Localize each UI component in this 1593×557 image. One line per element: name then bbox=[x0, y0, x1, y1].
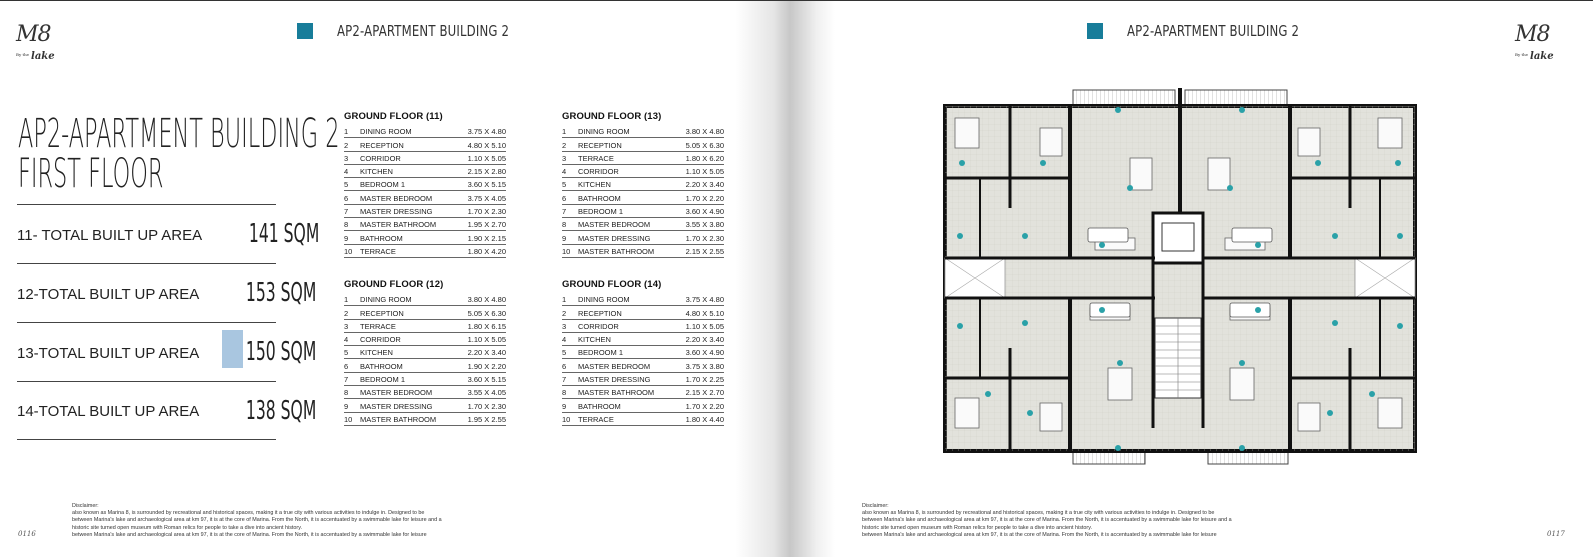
area-row bbox=[17, 263, 317, 322]
m8-logo: M8 By the lake bbox=[1515, 22, 1554, 62]
table-row bbox=[562, 231, 724, 244]
area-list bbox=[17, 204, 320, 440]
room-name: CORRIDOR bbox=[360, 335, 401, 345]
room-name: TERRACE bbox=[360, 321, 396, 331]
table-row bbox=[562, 399, 724, 412]
table-row bbox=[562, 245, 724, 258]
room-number: 7 bbox=[562, 375, 567, 385]
disclaimer-line: between Marina's lake and archaeological area at km 97, it is at the core of Marina. From the North, it is accentuated by a swimmable lake for leisure bbox=[862, 531, 1217, 538]
room-dimensions: 1.10 X 5.05 bbox=[467, 153, 506, 163]
room-dimensions: 3.75 X 4.80 bbox=[467, 127, 506, 137]
room-number: 6 bbox=[562, 361, 567, 371]
area-label: 13-TOTAL BUILT UP AREA bbox=[17, 344, 200, 362]
table-row bbox=[344, 399, 506, 412]
room-name: RECEPTION bbox=[578, 140, 622, 150]
room-dimensions: 3.75 X 4.80 bbox=[685, 295, 724, 305]
table-row bbox=[562, 191, 724, 204]
table-row bbox=[344, 245, 506, 258]
room-name: DINING ROOM bbox=[578, 295, 630, 305]
page-gutter-shadow bbox=[735, 0, 790, 557]
room-number: 8 bbox=[562, 388, 567, 398]
room-dimensions: 1.70 X 2.30 bbox=[467, 207, 506, 217]
room-name: KITCHEN bbox=[578, 180, 611, 190]
room-name: DINING ROOM bbox=[360, 295, 412, 305]
table-row bbox=[562, 165, 724, 178]
table-row bbox=[562, 373, 724, 386]
room-name: BEDROOM 1 bbox=[360, 180, 406, 190]
disclaimer-heading: Disclaimer: bbox=[862, 503, 889, 509]
room-table-12 bbox=[344, 279, 506, 426]
room-number: 2 bbox=[344, 140, 349, 150]
room-dimensions: 1.10 X 5.05 bbox=[467, 335, 506, 345]
table-row bbox=[562, 386, 724, 399]
table-row bbox=[344, 231, 506, 244]
room-dimensions: 1.80 X 6.15 bbox=[467, 321, 506, 331]
room-name: RECEPTION bbox=[578, 308, 622, 318]
room-number: 1 bbox=[562, 295, 567, 305]
area-row bbox=[17, 381, 317, 440]
room-dimensions: 1.70 X 2.20 bbox=[685, 401, 724, 411]
room-dimensions: 4.80 X 5.10 bbox=[467, 140, 506, 150]
room-dimensions: 3.60 X 5.15 bbox=[467, 375, 506, 385]
room-dimensions: 3.80 X 4.80 bbox=[467, 295, 506, 305]
room-table-title: GROUND FLOOR (12) bbox=[344, 279, 444, 290]
table-row bbox=[344, 125, 506, 138]
table-row bbox=[344, 138, 506, 151]
room-name: MASTER DRESSING bbox=[360, 207, 433, 217]
room-table-rows bbox=[344, 125, 506, 258]
area-row bbox=[17, 322, 317, 381]
room-name: MASTER BATHROOM bbox=[360, 220, 437, 230]
room-name: TERRACE bbox=[360, 246, 396, 256]
room-name: TERRACE bbox=[578, 414, 614, 424]
room-dimensions: 4.80 X 5.10 bbox=[685, 308, 724, 318]
disclaimer-line: historic site turned open museum with Roman relics for people to take a dive into ancient history. bbox=[862, 524, 1093, 531]
room-number: 2 bbox=[344, 308, 349, 318]
room-dimensions: 3.60 X 5.15 bbox=[467, 180, 506, 190]
room-number: 2 bbox=[562, 308, 567, 318]
area-value: 153 SQM bbox=[246, 278, 317, 308]
room-number: 5 bbox=[562, 348, 567, 358]
room-number: 7 bbox=[344, 375, 349, 385]
room-number: 3 bbox=[562, 153, 567, 163]
room-dimensions: 3.55 X 3.80 bbox=[685, 220, 724, 230]
room-name: MASTER BEDROOM bbox=[360, 193, 433, 203]
room-table-title: GROUND FLOOR (14) bbox=[562, 279, 662, 290]
room-name: DINING ROOM bbox=[578, 127, 630, 137]
room-number: 1 bbox=[562, 127, 567, 137]
table-row bbox=[562, 320, 724, 333]
room-number: 8 bbox=[344, 388, 349, 398]
room-name: MASTER BATHROOM bbox=[578, 388, 655, 398]
room-number: 9 bbox=[344, 401, 349, 411]
room-number: 9 bbox=[562, 233, 567, 243]
disclaimer-heading: Disclaimer: bbox=[72, 503, 99, 509]
room-number: 3 bbox=[344, 321, 349, 331]
room-dimensions: 1.95 X 2.55 bbox=[467, 414, 506, 424]
room-table-title: GROUND FLOOR (11) bbox=[344, 111, 443, 122]
m8-logo: M8 By the lake bbox=[16, 22, 55, 62]
room-dimensions: 3.75 X 4.05 bbox=[467, 193, 506, 203]
room-number: 9 bbox=[344, 233, 349, 243]
room-number: 10 bbox=[562, 414, 571, 424]
table-row bbox=[344, 413, 506, 426]
table-row bbox=[344, 178, 506, 191]
room-name: KITCHEN bbox=[360, 167, 393, 177]
table-row bbox=[562, 138, 724, 151]
room-number: 4 bbox=[562, 167, 567, 177]
table-row bbox=[562, 152, 724, 165]
room-name: RECEPTION bbox=[360, 140, 404, 150]
room-dimensions: 2.20 X 3.40 bbox=[467, 348, 506, 358]
table-row bbox=[562, 306, 724, 319]
accent-square-icon bbox=[297, 23, 313, 39]
room-number: 5 bbox=[344, 348, 349, 358]
table-row bbox=[344, 205, 506, 218]
room-name: MASTER BEDROOM bbox=[360, 388, 433, 398]
section-header bbox=[297, 22, 558, 40]
room-table-rows bbox=[562, 125, 724, 258]
area-value: 138 SQM bbox=[246, 395, 317, 426]
table-row bbox=[344, 386, 506, 399]
room-name: BATHROOM bbox=[360, 361, 403, 371]
room-dimensions: 1.90 X 2.20 bbox=[467, 361, 506, 371]
room-table-13 bbox=[562, 111, 724, 258]
room-number: 5 bbox=[344, 180, 349, 190]
room-number: 4 bbox=[344, 167, 349, 177]
table-row bbox=[344, 152, 506, 165]
room-name: BATHROOM bbox=[578, 193, 621, 203]
room-dimensions: 1.90 X 2.15 bbox=[467, 233, 506, 243]
page-number: 0117 bbox=[1547, 530, 1565, 538]
table-row bbox=[562, 205, 724, 218]
table-row bbox=[344, 191, 506, 204]
page-title bbox=[18, 111, 340, 197]
room-number: 7 bbox=[344, 207, 349, 217]
left-page bbox=[0, 0, 790, 557]
room-number: 6 bbox=[344, 193, 349, 203]
room-dimensions: 1.80 X 4.40 bbox=[685, 414, 724, 424]
table-row bbox=[344, 346, 506, 359]
room-dimensions: 1.70 X 2.30 bbox=[467, 401, 506, 411]
room-name: BEDROOM 1 bbox=[578, 207, 624, 217]
page-gutter-shadow bbox=[790, 0, 835, 557]
room-name: CORRIDOR bbox=[578, 167, 619, 177]
room-name: BATHROOM bbox=[578, 401, 621, 411]
room-dimensions: 1.10 X 5.05 bbox=[685, 321, 724, 331]
room-dimensions: 3.60 X 4.90 bbox=[685, 348, 724, 358]
table-row bbox=[344, 333, 506, 346]
area-label: 14-TOTAL BUILT UP AREA bbox=[17, 403, 200, 420]
area-value: 150 SQM bbox=[246, 337, 317, 367]
room-dimensions: 3.55 X 4.05 bbox=[467, 388, 506, 398]
disclaimer-line: historic site turned open museum with Roman relics for people to take a dive into ancient history. bbox=[72, 524, 303, 531]
room-name: MASTER DRESSING bbox=[578, 375, 651, 385]
page-title-line2: FIRST FLOOR bbox=[18, 151, 164, 197]
room-dimensions: 1.80 X 6.20 bbox=[685, 153, 724, 163]
room-dimensions: 1.70 X 2.25 bbox=[685, 375, 724, 385]
disclaimer-line: also known as Marina 8, is surrounded by recreational and historical spaces, making it a true city with various activities to indulge in. Designed to be bbox=[72, 510, 425, 517]
room-number: 1 bbox=[344, 295, 349, 305]
room-table-11 bbox=[344, 111, 506, 258]
table-row bbox=[344, 359, 506, 372]
room-number: 6 bbox=[562, 193, 567, 203]
disclaimer bbox=[862, 503, 1282, 539]
table-row bbox=[344, 320, 506, 333]
room-name: MASTER BEDROOM bbox=[578, 220, 651, 230]
room-number: 10 bbox=[344, 246, 353, 256]
room-number: 4 bbox=[344, 335, 349, 345]
room-dimensions: 1.80 X 4.20 bbox=[467, 246, 506, 256]
table-row bbox=[562, 178, 724, 191]
disclaimer-line: also known as Marina 8, is surrounded by recreational and historical spaces, making it a true city with various activities to indulge in. Designed to be bbox=[862, 510, 1215, 517]
table-row bbox=[344, 306, 506, 319]
room-number: 6 bbox=[344, 361, 349, 371]
table-row bbox=[562, 218, 724, 231]
room-name: MASTER BEDROOM bbox=[578, 361, 651, 371]
disclaimer-line: between Marina's lake and archaeological area at km 97, it is at the core of Marina. From the North, it is accentuated by a swimmable lake for leisure and a bbox=[72, 517, 442, 524]
room-name: MASTER DRESSING bbox=[578, 233, 651, 243]
room-name: TERRACE bbox=[578, 153, 614, 163]
room-name: MASTER BATHROOM bbox=[360, 414, 437, 424]
disclaimer bbox=[72, 503, 492, 539]
room-number: 4 bbox=[562, 335, 567, 345]
room-name: RECEPTION bbox=[360, 308, 404, 318]
room-dimensions: 1.70 X 2.30 bbox=[685, 233, 724, 243]
room-number: 8 bbox=[344, 220, 349, 230]
room-table-rows bbox=[344, 293, 506, 426]
room-dimensions: 3.75 X 3.80 bbox=[685, 361, 724, 371]
table-row bbox=[344, 293, 506, 306]
disclaimer-line: between Marina's lake and archaeological area at km 97, it is at the core of Marina. From the North, it is accentuated by a swimmable lake for leisure bbox=[72, 531, 427, 538]
top-border bbox=[0, 0, 1593, 1]
room-table-14 bbox=[562, 279, 724, 426]
area-value: 141 SQM bbox=[248, 219, 320, 249]
room-name: BATHROOM bbox=[360, 233, 403, 243]
room-dimensions: 5.05 X 6.30 bbox=[467, 308, 506, 318]
floor-plan-drawing bbox=[940, 88, 1420, 466]
room-dimensions: 3.60 X 4.90 bbox=[685, 207, 724, 217]
room-dimensions: 1.95 X 2.70 bbox=[467, 220, 506, 230]
room-number: 8 bbox=[562, 220, 567, 230]
room-number: 5 bbox=[562, 180, 567, 190]
room-name: CORRIDOR bbox=[578, 321, 619, 331]
header-title: AP2-APARTMENT BUILDING 2 bbox=[1127, 22, 1300, 40]
room-dimensions: 2.20 X 3.40 bbox=[685, 180, 724, 190]
table-row bbox=[344, 373, 506, 386]
room-number: 3 bbox=[562, 321, 567, 331]
table-row bbox=[562, 293, 724, 306]
room-number: 7 bbox=[562, 207, 567, 217]
table-row bbox=[562, 333, 724, 346]
table-row bbox=[562, 125, 724, 138]
table-row bbox=[344, 165, 506, 178]
room-table-rows bbox=[562, 293, 724, 426]
room-dimensions: 5.05 X 6.30 bbox=[685, 140, 724, 150]
table-row bbox=[344, 218, 506, 231]
area-label: 12-TOTAL BUILT UP AREA bbox=[17, 285, 200, 303]
accent-square-icon bbox=[1087, 23, 1103, 39]
room-number: 9 bbox=[562, 401, 567, 411]
room-dimensions: 2.15 X 2.55 bbox=[685, 246, 724, 256]
room-name: BEDROOM 1 bbox=[578, 348, 624, 358]
room-name: MASTER DRESSING bbox=[360, 401, 433, 411]
room-dimensions: 2.20 X 3.40 bbox=[685, 335, 724, 345]
room-number: 3 bbox=[344, 153, 349, 163]
room-dimensions: 1.10 X 5.05 bbox=[685, 167, 724, 177]
room-number: 2 bbox=[562, 140, 567, 150]
room-dimensions: 2.15 X 2.70 bbox=[685, 388, 724, 398]
table-row bbox=[562, 413, 724, 426]
section-header bbox=[1087, 22, 1348, 40]
room-dimensions: 2.15 X 2.80 bbox=[467, 167, 506, 177]
room-name: BEDROOM 1 bbox=[360, 375, 406, 385]
room-name: KITCHEN bbox=[578, 335, 611, 345]
room-number: 10 bbox=[562, 246, 571, 256]
room-table-title: GROUND FLOOR (13) bbox=[562, 111, 662, 122]
room-dimensions: 3.80 X 4.80 bbox=[685, 127, 724, 137]
page-title-line1: AP2-APARTMENT BUILDING 2 bbox=[18, 111, 340, 157]
floor-plan bbox=[940, 88, 1420, 466]
area-row bbox=[17, 204, 320, 263]
room-number: 1 bbox=[344, 127, 349, 137]
room-name: MASTER BATHROOM bbox=[578, 246, 655, 256]
page-number: 0116 bbox=[18, 530, 36, 538]
table-row bbox=[562, 346, 724, 359]
room-name: CORRIDOR bbox=[360, 153, 401, 163]
table-row bbox=[562, 359, 724, 372]
room-name: KITCHEN bbox=[360, 348, 393, 358]
header-title: AP2-APARTMENT BUILDING 2 bbox=[337, 22, 510, 40]
room-name: DINING ROOM bbox=[360, 127, 412, 137]
area-label: 11- TOTAL BUILT UP AREA bbox=[17, 226, 203, 244]
room-number: 10 bbox=[344, 414, 353, 424]
room-dimensions: 1.70 X 2.20 bbox=[685, 193, 724, 203]
disclaimer-line: between Marina's lake and archaeological area at km 97, it is at the core of Marina. From the North, it is accentuated by a swimmable lake for leisure and a bbox=[862, 517, 1232, 524]
